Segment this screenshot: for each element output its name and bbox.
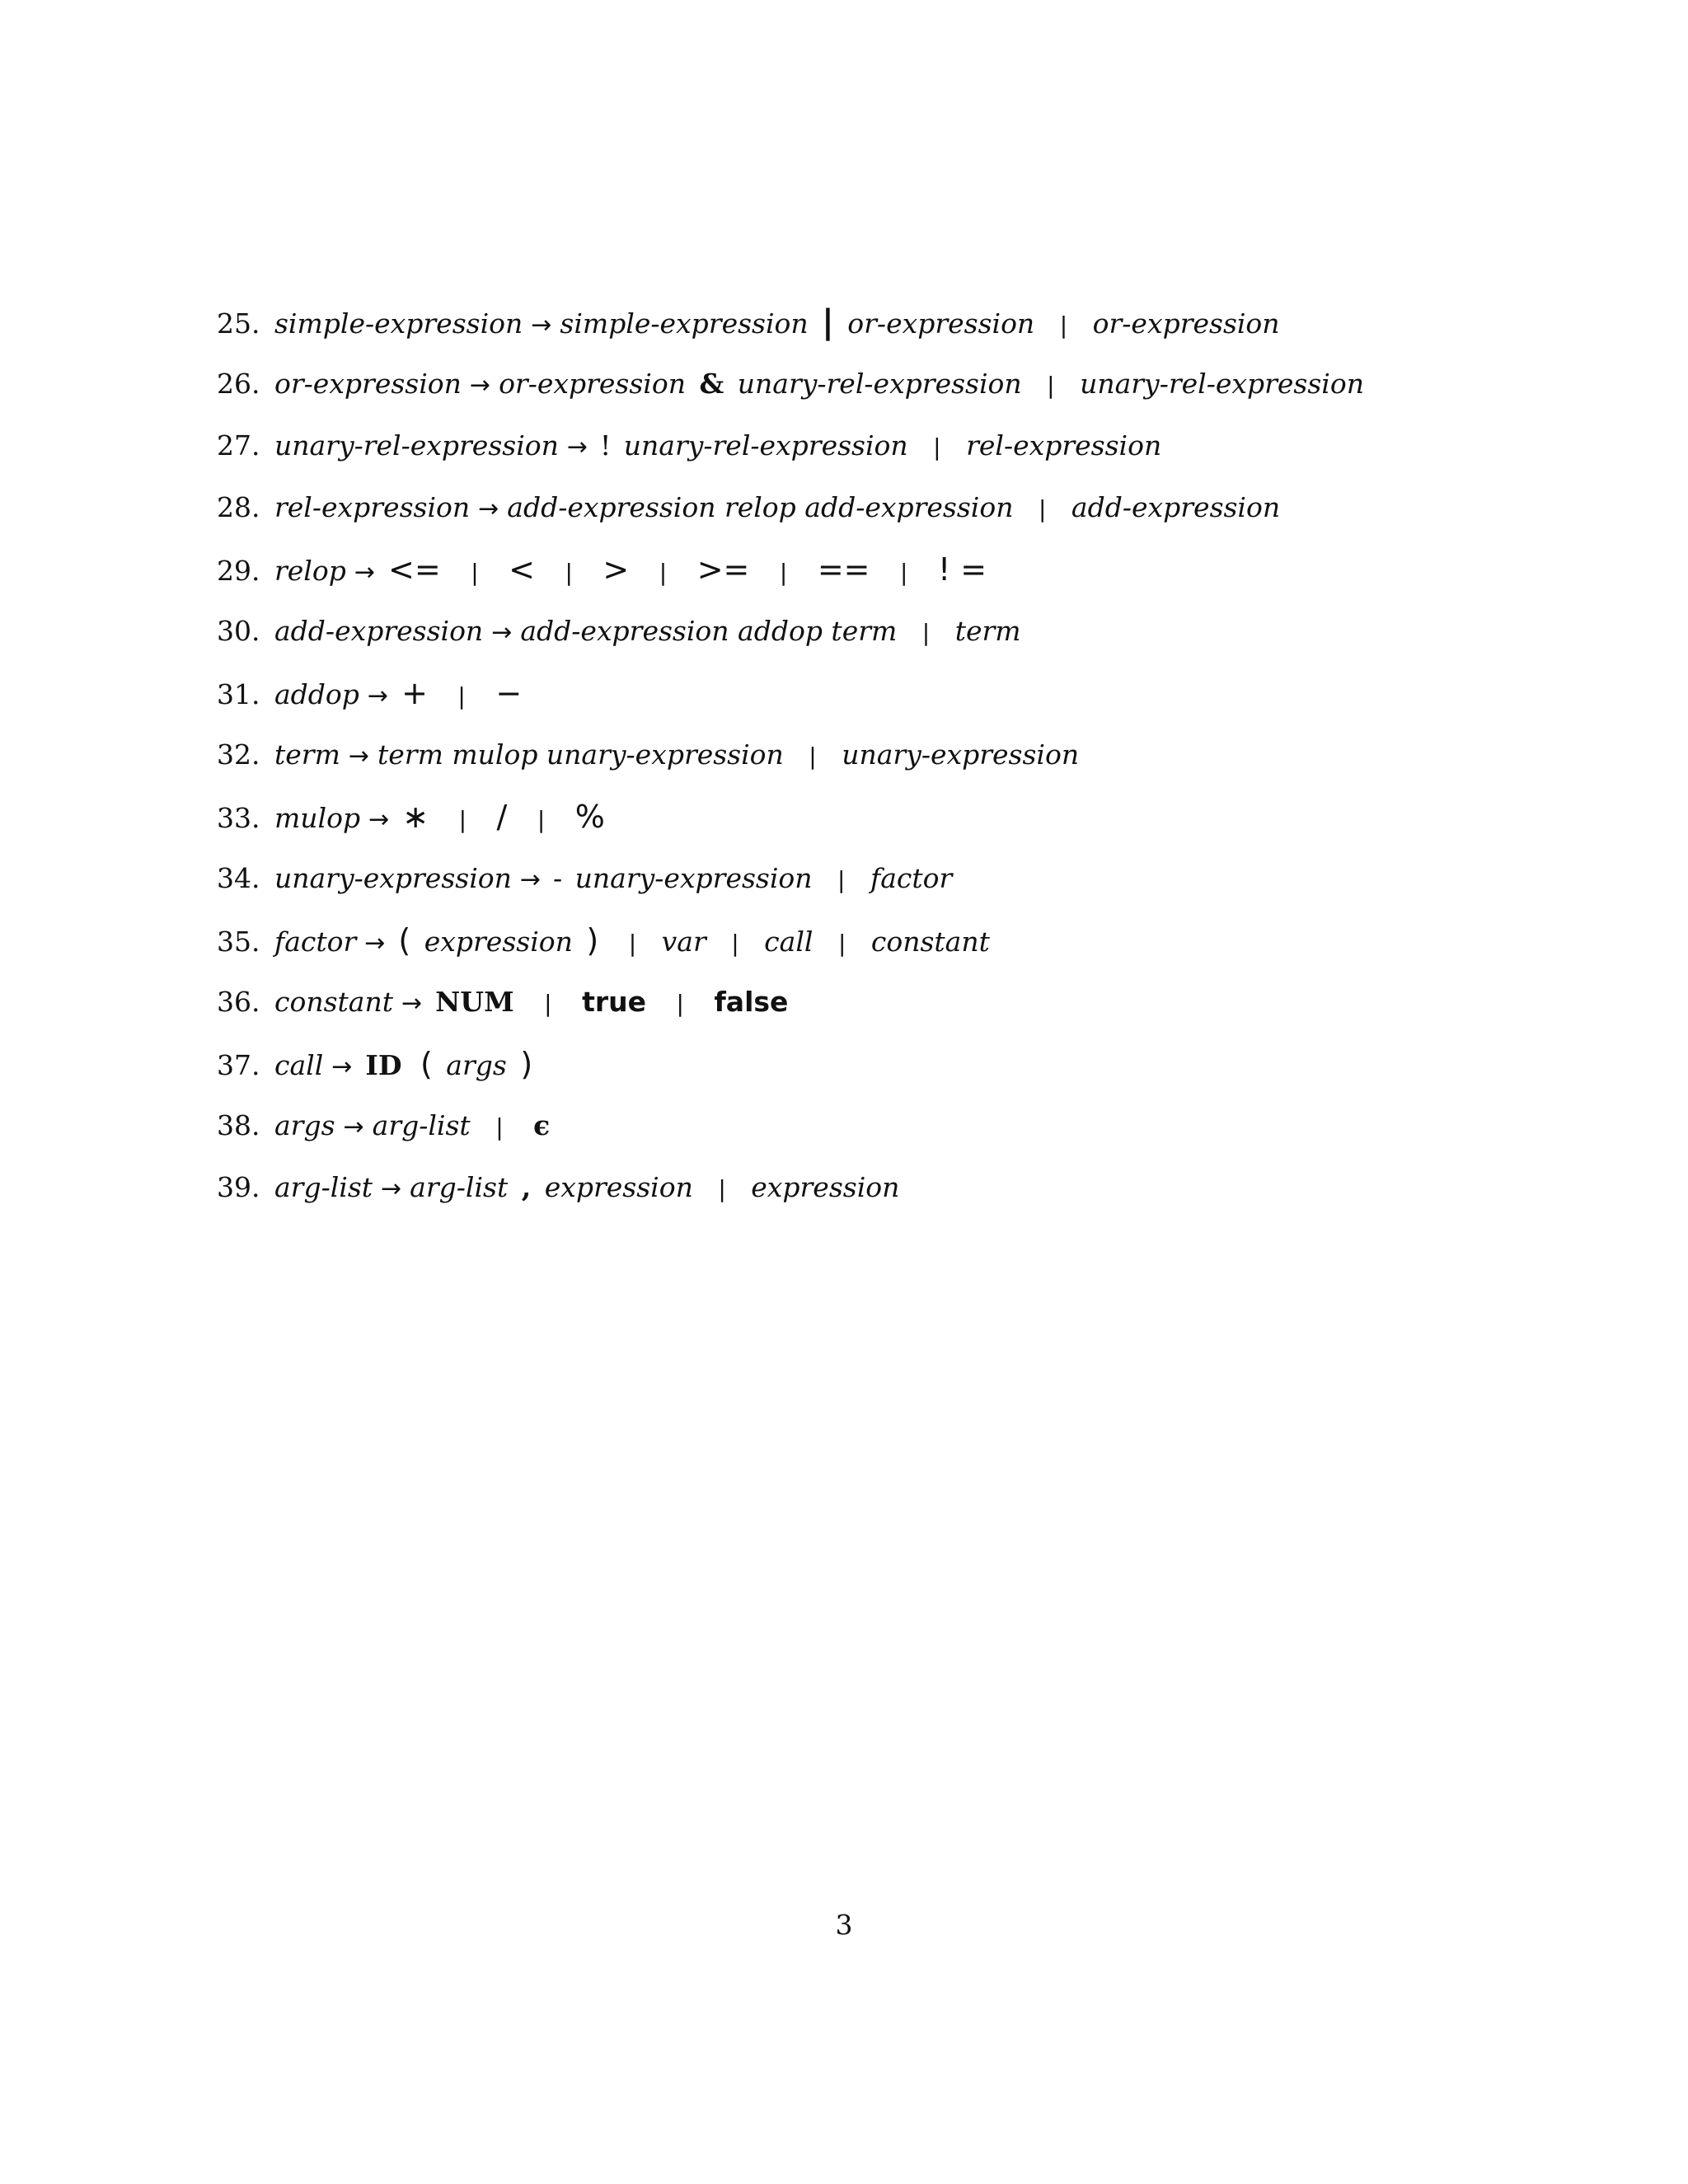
alternative-separator: | xyxy=(900,559,908,586)
grammar-rule xyxy=(217,728,1364,790)
alternative-separator: | xyxy=(1059,312,1068,339)
terminal-token: ( xyxy=(420,1046,433,1082)
production-arrow: → xyxy=(368,805,390,834)
rule-number: 32. xyxy=(217,738,260,771)
alternative-separator: | xyxy=(1047,372,1055,399)
terminal-token: true xyxy=(582,986,646,1018)
grammar-rule xyxy=(217,295,1364,357)
production-arrow: → xyxy=(566,433,588,462)
alternative-separator: | xyxy=(837,866,846,893)
terminal-token: ϵ xyxy=(533,1109,551,1141)
grammar-rule xyxy=(217,1037,1364,1099)
rule-number: 35. xyxy=(217,926,260,958)
production-arrow: → xyxy=(343,1113,364,1141)
nonterminal: expression xyxy=(544,1171,693,1203)
terminal-token: ∗ xyxy=(402,799,429,835)
alternative-separator: | xyxy=(458,806,467,833)
alternative-separator: | xyxy=(676,990,684,1017)
alternative-separator: | xyxy=(718,1175,726,1202)
nonterminal: unary-rel-expression xyxy=(623,429,908,462)
nonterminal: factor xyxy=(870,862,953,894)
alternative-separator: | xyxy=(537,806,546,833)
rule-number: 36. xyxy=(217,986,260,1018)
production-arrow: → xyxy=(478,494,499,523)
nonterminal: term mulop unary-expression xyxy=(377,738,784,771)
grammar-rule xyxy=(217,419,1364,480)
page-number: 3 xyxy=(835,1909,853,1941)
grammar-rule xyxy=(217,913,1364,975)
rule-lhs-nonterminal: factor xyxy=(274,926,357,958)
rule-number: 39. xyxy=(217,1171,260,1203)
nonterminal: rel-expression xyxy=(966,429,1162,462)
nonterminal: term xyxy=(954,615,1021,647)
grammar-rule xyxy=(217,1099,1364,1160)
terminal-token: ! = xyxy=(937,551,987,588)
grammar-rule xyxy=(217,604,1364,666)
nonterminal: unary-expression xyxy=(842,738,1080,771)
terminal-token: ID xyxy=(365,1049,402,1081)
terminal-token: false xyxy=(714,986,789,1018)
nonterminal: expression xyxy=(424,926,573,958)
rule-number: 33. xyxy=(217,802,260,834)
alternative-separator: | xyxy=(457,682,466,710)
terminal-token: / xyxy=(496,799,508,835)
grammar-rule xyxy=(217,542,1364,604)
nonterminal: or-expression xyxy=(1092,307,1280,340)
rule-lhs-nonterminal: call xyxy=(274,1049,324,1081)
terminal-token: ) xyxy=(586,922,599,958)
rule-number: 27. xyxy=(217,429,260,462)
rule-lhs-nonterminal: args xyxy=(274,1109,335,1141)
nonterminal: or-expression xyxy=(499,368,686,400)
terminal-token: − xyxy=(495,675,523,711)
terminal-token: + xyxy=(401,675,428,711)
alternative-separator: | xyxy=(659,559,668,586)
nonterminal: simple-expression xyxy=(560,307,809,340)
alternative-separator: | xyxy=(471,559,479,586)
production-arrow: → xyxy=(519,865,542,894)
alternative-separator: | xyxy=(544,990,552,1017)
terminal-token: , xyxy=(521,1171,532,1203)
terminal-token: % xyxy=(574,799,605,835)
grammar-rule xyxy=(217,790,1364,851)
rule-lhs-nonterminal: term xyxy=(274,738,340,771)
alternative-separator: | xyxy=(495,1113,504,1141)
rule-number: 34. xyxy=(217,862,260,894)
terminal-token: NUM xyxy=(435,986,514,1018)
alternative-separator: | xyxy=(809,743,817,770)
rule-lhs-nonterminal: simple-expression xyxy=(274,307,523,340)
grammar-rule xyxy=(217,480,1364,542)
alternative-separator: | xyxy=(933,434,941,461)
grammar-rule xyxy=(217,666,1364,728)
terminal-token: > xyxy=(603,551,630,588)
alternative-separator: | xyxy=(1038,495,1047,523)
terminal-token: ( xyxy=(398,922,411,958)
terminal-token: < xyxy=(509,551,535,588)
nonterminal: unary-rel-expression xyxy=(737,368,1022,400)
rule-lhs-nonterminal: arg-list xyxy=(274,1171,373,1203)
alternative-separator: | xyxy=(921,619,931,646)
production-arrow: → xyxy=(469,371,491,400)
nonterminal: add-expression relop add-expression xyxy=(507,491,1014,523)
rule-lhs-nonterminal: unary-expression xyxy=(274,862,512,894)
grammar-rule xyxy=(217,975,1364,1037)
production-arrow: → xyxy=(381,1174,402,1203)
production-arrow: → xyxy=(364,929,386,958)
grammar-rule xyxy=(217,851,1364,913)
terminal-token: - xyxy=(553,862,563,894)
nonterminal: arg-list xyxy=(410,1171,509,1203)
rule-lhs-nonterminal: unary-rel-expression xyxy=(274,429,559,462)
rule-number: 28. xyxy=(217,491,260,523)
rule-lhs-nonterminal: rel-expression xyxy=(274,491,471,523)
rule-lhs-nonterminal: relop xyxy=(274,555,346,587)
nonterminal: call xyxy=(764,926,814,958)
rule-lhs-nonterminal: mulop xyxy=(274,802,361,834)
alternative-separator: | xyxy=(837,930,846,957)
production-arrow: → xyxy=(401,989,423,1018)
production-arrow: → xyxy=(367,682,389,710)
terminal-token: == xyxy=(817,551,870,588)
rule-number: 31. xyxy=(217,678,260,710)
rule-number: 25. xyxy=(217,307,260,340)
terminal-token: & xyxy=(699,368,724,400)
rule-lhs-nonterminal: or-expression xyxy=(274,368,462,400)
production-arrow: → xyxy=(491,618,513,647)
alternative-separator: | xyxy=(565,559,573,586)
nonterminal: var xyxy=(661,926,706,958)
nonterminal: arg-list xyxy=(372,1109,471,1141)
alternative-separator: | xyxy=(779,559,788,586)
rule-number: 29. xyxy=(217,555,260,587)
rule-number: 30. xyxy=(217,615,260,647)
production-arrow: → xyxy=(354,558,375,587)
grammar-rule xyxy=(217,1160,1364,1222)
alternative-separator: | xyxy=(731,930,739,957)
production-arrow: → xyxy=(331,1052,353,1081)
rule-lhs-nonterminal: add-expression xyxy=(274,615,484,647)
nonterminal: expression xyxy=(751,1171,900,1203)
alternative-separator: | xyxy=(822,303,834,341)
rule-number: 26. xyxy=(217,368,260,400)
terminal-token: ) xyxy=(520,1046,533,1082)
terminal-token: <= xyxy=(388,551,441,588)
nonterminal: add-expression xyxy=(1071,491,1281,523)
grammar-rule-list xyxy=(217,295,1364,1222)
nonterminal: unary-rel-expression xyxy=(1080,368,1364,400)
terminal-token: ! xyxy=(600,429,612,462)
rule-lhs-nonterminal: constant xyxy=(274,986,393,1018)
nonterminal: constant xyxy=(870,926,990,958)
nonterminal: args xyxy=(446,1049,507,1081)
production-arrow: → xyxy=(531,311,552,340)
rule-number: 38. xyxy=(217,1109,260,1141)
rule-number: 37. xyxy=(217,1049,260,1081)
nonterminal: unary-expression xyxy=(574,862,813,894)
nonterminal: add-expression addop term xyxy=(520,615,898,647)
alternative-separator: | xyxy=(628,930,637,957)
rule-lhs-nonterminal: addop xyxy=(274,678,359,710)
production-arrow: → xyxy=(348,742,369,771)
grammar-rule xyxy=(217,357,1364,419)
nonterminal: or-expression xyxy=(847,307,1035,340)
terminal-token: >= xyxy=(696,551,750,588)
